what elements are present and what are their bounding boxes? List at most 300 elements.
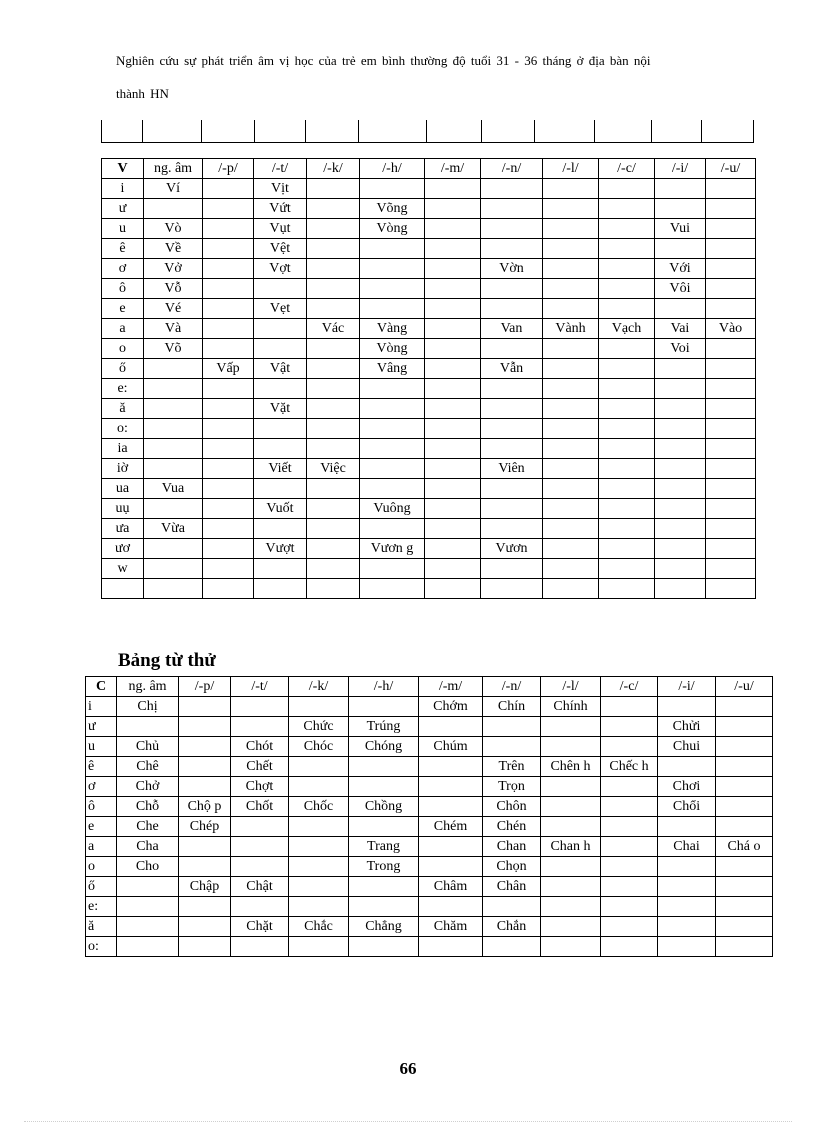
row-label: ia [102, 439, 144, 459]
table-cell [307, 419, 360, 439]
table-cell [706, 439, 756, 459]
table-cell: Trang [349, 837, 419, 857]
table-cell: Vừa [144, 519, 203, 539]
table-cell: Chúm [419, 737, 483, 757]
table-cell [599, 399, 655, 419]
table-cell: Chớm [419, 697, 483, 717]
table-cell [481, 299, 543, 319]
table-cell [349, 777, 419, 797]
row-label: ua [102, 479, 144, 499]
table-cell [716, 817, 773, 837]
table-cell [144, 399, 203, 419]
table-row [86, 757, 773, 777]
table-cell [706, 539, 756, 559]
table-cell [179, 857, 231, 877]
table-cell [541, 797, 601, 817]
row-label: uụ [102, 499, 144, 519]
header-row [86, 677, 773, 697]
table-cell [144, 379, 203, 399]
table-cell: Vé [144, 299, 203, 319]
table-cell [425, 239, 481, 259]
table-cell [203, 239, 254, 259]
table-cell [307, 579, 360, 599]
table-row [102, 399, 756, 419]
table-cell: Chá o [716, 837, 773, 857]
table-cell [599, 199, 655, 219]
table-cell [203, 439, 254, 459]
table-cell [601, 917, 658, 937]
table-cell [716, 757, 773, 777]
table-cell [706, 219, 756, 239]
table-cell [254, 379, 307, 399]
table-cell [599, 579, 655, 599]
footer-divider [24, 1121, 792, 1122]
table-cell: Vẹt [254, 299, 307, 319]
table-cell [481, 499, 543, 519]
table-cell [289, 697, 349, 717]
table-cell [144, 499, 203, 519]
table-cell: Chủ [117, 737, 179, 757]
table-cell [601, 777, 658, 797]
table-cell [716, 737, 773, 757]
table-cell [360, 559, 425, 579]
table-row [102, 499, 756, 519]
table-cell: Vụt [254, 219, 307, 239]
table-cell [543, 259, 599, 279]
table-cell: Chên h [541, 757, 601, 777]
table-cell [307, 559, 360, 579]
table-cell [541, 877, 601, 897]
table-cell: Việc [307, 459, 360, 479]
table-cell [307, 339, 360, 359]
table-cell [349, 877, 419, 897]
table-cell [655, 579, 706, 599]
header-table-remnant [101, 120, 754, 143]
table-cell [481, 439, 543, 459]
table-cell [360, 279, 425, 299]
table-cell: Chân [483, 877, 541, 897]
row-header-label: C [86, 677, 117, 697]
table-cell [658, 937, 716, 957]
table-cell [307, 379, 360, 399]
table-cell [254, 419, 307, 439]
table-cell: Vôi [655, 279, 706, 299]
column-header: /-l/ [541, 677, 601, 697]
table-cell: Chợt [231, 777, 289, 797]
table-row [102, 519, 756, 539]
table-cell [543, 239, 599, 259]
table-row [86, 737, 773, 757]
table-cell [231, 837, 289, 857]
table-cell [541, 917, 601, 937]
table-cell [425, 579, 481, 599]
table-cell [481, 579, 543, 599]
table-cell [658, 757, 716, 777]
column-header: /-n/ [483, 677, 541, 697]
table-cell [144, 579, 203, 599]
table-cell [360, 439, 425, 459]
table-cell [203, 259, 254, 279]
table-cell [541, 937, 601, 957]
table-cell: Voi [655, 339, 706, 359]
table-cell [254, 279, 307, 299]
table-cell [349, 757, 419, 777]
table-cell [716, 917, 773, 937]
table-cell: Chồng [349, 797, 419, 817]
column-header: /-k/ [289, 677, 349, 697]
table-cell [601, 937, 658, 957]
table-cell: Chếc h [601, 757, 658, 777]
row-label: ă [102, 399, 144, 419]
row-label: e [102, 299, 144, 319]
table-cell [706, 179, 756, 199]
table-cell [658, 697, 716, 717]
table-cell [425, 379, 481, 399]
table-cell [481, 379, 543, 399]
table-cell: Chức [289, 717, 349, 737]
row-label: u [86, 737, 117, 757]
table-cell [706, 559, 756, 579]
table-cell: Vươn g [360, 539, 425, 559]
table-cell [655, 419, 706, 439]
table-cell [419, 757, 483, 777]
table-cell [599, 359, 655, 379]
table-cell [203, 319, 254, 339]
row-label: o [102, 339, 144, 359]
table-cell [601, 717, 658, 737]
table-cell [716, 797, 773, 817]
table-row [86, 777, 773, 797]
table-cell [599, 499, 655, 519]
table-cell [543, 419, 599, 439]
table-cell: Chị [117, 697, 179, 717]
table-cell [655, 239, 706, 259]
table-cell [706, 459, 756, 479]
table-cell [254, 439, 307, 459]
table-cell [144, 539, 203, 559]
row-label: e: [86, 897, 117, 917]
table-cell [425, 399, 481, 419]
table-cell [179, 937, 231, 957]
table-cell: Chôn [483, 797, 541, 817]
column-header: ng. âm [144, 159, 203, 179]
table-cell [543, 519, 599, 539]
table-cell [419, 937, 483, 957]
table-cell [179, 717, 231, 737]
table-cell: Vặt [254, 399, 307, 419]
table-row [102, 219, 756, 239]
table-cell [655, 499, 706, 519]
table-cell [425, 299, 481, 319]
table-cell: Vác [307, 319, 360, 339]
table-cell [203, 579, 254, 599]
table-cell [203, 339, 254, 359]
table-cell [716, 937, 773, 957]
table-cell: Chơi [658, 777, 716, 797]
row-label: o [86, 857, 117, 877]
table-cell: Vào [706, 319, 756, 339]
table-cell [254, 319, 307, 339]
table-cell [419, 897, 483, 917]
table-cell [289, 757, 349, 777]
table-cell [231, 857, 289, 877]
table-cell [655, 359, 706, 379]
row-header-label: V [102, 159, 144, 179]
table-cell: Vòng [360, 339, 425, 359]
table-cell: Vạch [599, 319, 655, 339]
table-cell: Chửi [658, 717, 716, 737]
row-label: o: [102, 419, 144, 439]
table-cell [231, 717, 289, 737]
table-cell [231, 897, 289, 917]
table-cell [425, 339, 481, 359]
table-cell [541, 897, 601, 917]
table-cell [425, 359, 481, 379]
table-cell [419, 777, 483, 797]
table-cell [307, 479, 360, 499]
table-cell [360, 579, 425, 599]
row-label: w [102, 559, 144, 579]
table-cell: Vấp [203, 359, 254, 379]
table-row [102, 199, 756, 219]
table-cell [254, 559, 307, 579]
table-cell [706, 299, 756, 319]
table-cell [655, 379, 706, 399]
table-cell: Chín [483, 697, 541, 717]
header-line-1: Nghiên cứu sự phát triển âm vị học của trẻ em bình thường độ tuổi 31 - 36 tháng ở địa bàn nội [116, 53, 651, 68]
table-cell [655, 199, 706, 219]
table-cell: Chai [658, 837, 716, 857]
table-cell [601, 817, 658, 837]
table-cell [706, 199, 756, 219]
table-cell [419, 717, 483, 737]
row-label: ê [102, 239, 144, 259]
table-cell [599, 219, 655, 239]
table-row [86, 877, 773, 897]
table-cell [231, 697, 289, 717]
table-cell [117, 917, 179, 937]
table-row [86, 717, 773, 737]
table-cell [307, 499, 360, 519]
column-header: /-u/ [716, 677, 773, 697]
table-cell [543, 299, 599, 319]
table-cell: Chót [231, 737, 289, 757]
table-cell: Chóc [289, 737, 349, 757]
table-cell [307, 299, 360, 319]
row-label [102, 579, 144, 599]
table-cell [481, 219, 543, 239]
table-cell: Vẫn [481, 359, 543, 379]
row-label: ươ [102, 539, 144, 559]
table-row [102, 559, 756, 579]
table-cell [543, 459, 599, 479]
table-cell [203, 199, 254, 219]
vowel-rhyme-table [101, 158, 756, 599]
table-cell: Châm [419, 877, 483, 897]
table-cell [360, 299, 425, 319]
table-cell [601, 897, 658, 917]
table-cell [706, 339, 756, 359]
table-cell: Van [481, 319, 543, 339]
table-cell [541, 817, 601, 837]
table-cell [425, 499, 481, 519]
table-cell [254, 579, 307, 599]
table-cell [658, 817, 716, 837]
table-row [102, 379, 756, 399]
table-cell [144, 199, 203, 219]
row-label: ưa [102, 519, 144, 539]
table-cell [599, 179, 655, 199]
table-cell [543, 439, 599, 459]
row-label: a [86, 837, 117, 857]
table-cell [203, 459, 254, 479]
table-cell: Vàng [360, 319, 425, 339]
column-header: /-k/ [307, 159, 360, 179]
table-cell: Chăm [419, 917, 483, 937]
table-cell [655, 559, 706, 579]
table-cell [706, 419, 756, 439]
column-header: /-h/ [349, 677, 419, 697]
table-cell [481, 239, 543, 259]
table-cell: Vịt [254, 179, 307, 199]
table-cell [425, 519, 481, 539]
table-cell [425, 419, 481, 439]
table-cell [254, 479, 307, 499]
table-cell: Võng [360, 199, 425, 219]
table-cell: Chan h [541, 837, 601, 857]
table-cell [481, 179, 543, 199]
column-header: /-h/ [360, 159, 425, 179]
table-cell: Viết [254, 459, 307, 479]
table-cell: Chui [658, 737, 716, 757]
table-cell [425, 319, 481, 339]
table-cell [349, 697, 419, 717]
table-cell [179, 837, 231, 857]
table-cell: Vươn [481, 539, 543, 559]
table-cell [599, 299, 655, 319]
table-cell: Vật [254, 359, 307, 379]
table-row [86, 857, 773, 877]
table-cell [541, 857, 601, 877]
table-cell: Vua [144, 479, 203, 499]
table-cell [360, 519, 425, 539]
table-cell: Chép [179, 817, 231, 837]
table-row [102, 579, 756, 599]
table-cell [716, 697, 773, 717]
table-cell [599, 419, 655, 439]
table-cell [289, 777, 349, 797]
table-cell: Chan [483, 837, 541, 857]
row-label: a [102, 319, 144, 339]
table-row [102, 479, 756, 499]
table-cell [144, 459, 203, 479]
table-cell: Vệt [254, 239, 307, 259]
table-cell [543, 359, 599, 379]
table-cell: Vuốt [254, 499, 307, 519]
table-cell [203, 299, 254, 319]
table-cell [117, 717, 179, 737]
table-cell [425, 479, 481, 499]
table-cell: Cho [117, 857, 179, 877]
table-cell: Võ [144, 339, 203, 359]
table-cell [231, 937, 289, 957]
table-cell [349, 897, 419, 917]
table-cell [481, 479, 543, 499]
table-cell [117, 877, 179, 897]
column-header: /-p/ [179, 677, 231, 697]
table-cell [541, 777, 601, 797]
table-cell [360, 179, 425, 199]
table-cell [117, 937, 179, 957]
table-cell [117, 897, 179, 917]
row-label: ő [102, 359, 144, 379]
table-cell [203, 399, 254, 419]
table-cell [658, 917, 716, 937]
row-label: o: [86, 937, 117, 957]
table-cell [307, 519, 360, 539]
table-cell [425, 279, 481, 299]
table-cell [360, 259, 425, 279]
table-row [102, 539, 756, 559]
table-cell [289, 817, 349, 837]
table-cell: Về [144, 239, 203, 259]
table-cell [179, 757, 231, 777]
table-cell [706, 479, 756, 499]
table-cell [360, 459, 425, 479]
table-cell [425, 439, 481, 459]
table-cell [706, 359, 756, 379]
table-cell: Chộ p [179, 797, 231, 817]
table-cell: Chặt [231, 917, 289, 937]
row-label: ô [86, 797, 117, 817]
table-cell [543, 479, 599, 499]
table-cell [655, 479, 706, 499]
table-cell: Vợt [254, 259, 307, 279]
table-row [86, 697, 773, 717]
table-cell [425, 219, 481, 239]
table-cell: Chắc [289, 917, 349, 937]
table-cell: Vành [543, 319, 599, 339]
table-cell [425, 259, 481, 279]
table-cell: Trên [483, 757, 541, 777]
table-cell [655, 299, 706, 319]
table-cell [231, 817, 289, 837]
table-cell [179, 697, 231, 717]
table-row [102, 419, 756, 439]
table-cell [481, 419, 543, 439]
table-cell [601, 697, 658, 717]
table-cell [254, 519, 307, 539]
table-cell [706, 239, 756, 259]
table-cell: Chập [179, 877, 231, 897]
table-cell: Chốt [231, 797, 289, 817]
table-cell [179, 777, 231, 797]
table-cell [541, 737, 601, 757]
table-cell: Chốc [289, 797, 349, 817]
table-cell: Vượt [254, 539, 307, 559]
table-cell [360, 419, 425, 439]
table-cell [481, 559, 543, 579]
table-cell [481, 339, 543, 359]
table-cell [706, 519, 756, 539]
table-cell [179, 737, 231, 757]
table-row [102, 179, 756, 199]
table-cell [543, 499, 599, 519]
table-cell: Vâng [360, 359, 425, 379]
table-row [102, 359, 756, 379]
table-cell [307, 399, 360, 419]
row-label: ư [102, 199, 144, 219]
